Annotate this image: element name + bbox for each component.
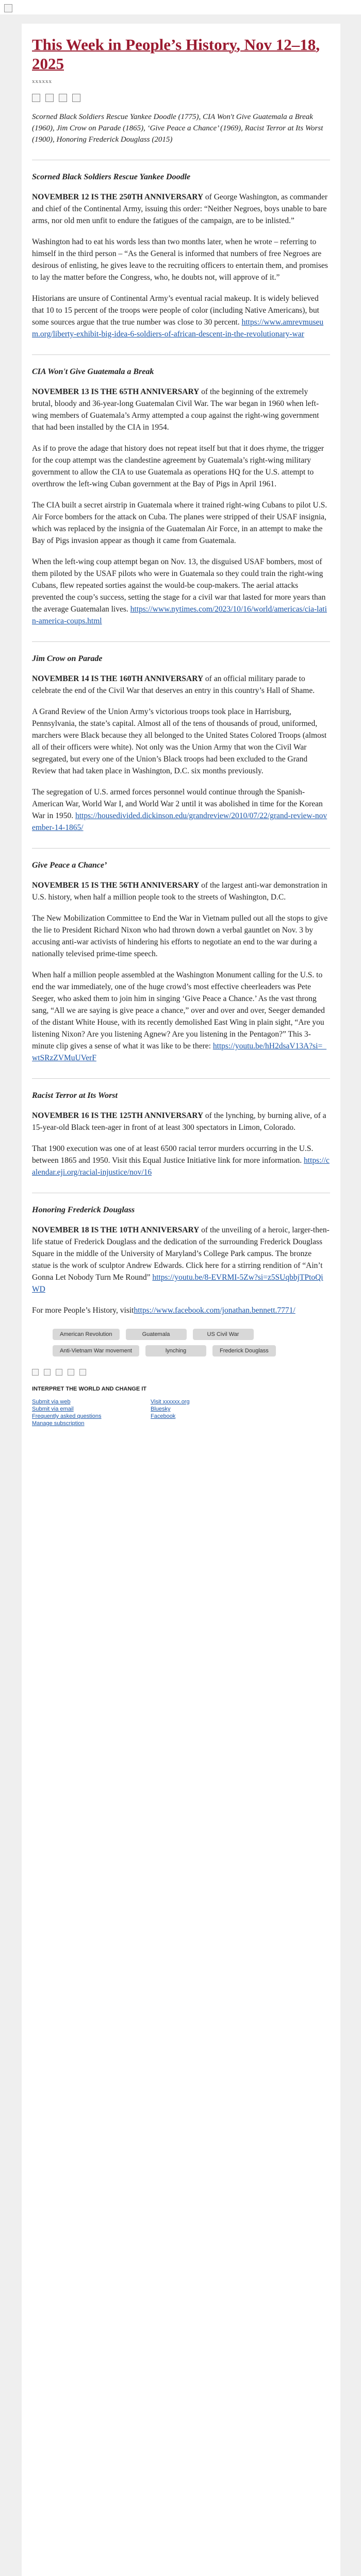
article-section	[32, 366, 330, 627]
paragraph: NOVEMBER 12 IS THE 250TH ANNIVERSARY of George Washington, as commander and chief of the Continental Army, issuing this order: “Neither Negroes, boys unable to bare arms, nor old men unfit to endure the fatigues of the campaign, are to be inlisted.”	[32, 193, 328, 225]
source-link[interactable]: https://housedivided.dickinson.edu/grandreview/2010/07/22/grand-review-november-14-1865/	[32, 811, 327, 832]
facebook-link[interactable]: https://www.facebook.com/jonathan.bennett.7771/	[134, 1306, 296, 1315]
paragraph: NOVEMBER 13 IS THE 65TH ANNIVERSARY of the beginning of the extremely brutal, bloody and 36-year-long Guatemalan Civil War. The war began in 1960 when left-wing members of Guatemala’s Army attempted a coup against the right-wing government that had been installed by the CIA in 1954.	[32, 387, 319, 432]
submit-web-link[interactable]: Submit via web	[32, 1399, 71, 1405]
interpret-heading: INTERPRET THE WORLD AND CHANGE IT	[32, 1386, 147, 1392]
footer-links-left	[32, 1398, 151, 1427]
anniversary-label: NOVEMBER 12 IS THE 250TH ANNIVERSARY	[32, 193, 204, 201]
paragraph: NOVEMBER 18 IS THE 10TH ANNIVERSARY of the unveiling of a heroic, larger-then-life statue of Frederick Douglass and the dedication of the surrounding Frederick Douglass Square in the middle of the University of Maryland’s College Park campus. The bronze statue is the work of sculptor Andrew Edwards. Click here for a stirring rendition of “Ain’t Gonna Let Nobody Turn Me Round” https://youtu.be/8-EVRMI-5Zw?si=z5SUqbbjTPtoQiWD	[32, 1226, 330, 1294]
email-background	[0, 14, 361, 2576]
paragraph: Historians are unsure of Continental Army’s eventual racial makeup. It is widely believed that 10 to 15 percent of the troops were people of color (including Native Americans), but some sources argue that the true number was close to 30 percent. https://www.amrevmuseum.org/liberty-exhibit-big-idea-6-soldiers-of-african-descent-in-the-revolutionary-war	[32, 294, 324, 338]
tag[interactable]: lynching	[145, 1345, 206, 1357]
newsletter-card	[22, 24, 340, 2576]
intro-summary: Scorned Black Soldiers Rescue Yankee Doodle (1775), CIA Won't Give Guatemala a Break (1960), Jim Crow on Parade (1865), ‘Give Peace a Chance’ (1969), Racist Terror at Its Worst (1900), Honoring Frederick Douglass (2015)	[32, 113, 323, 144]
divider	[32, 848, 330, 849]
facebook-footer-link[interactable]: Facebook	[151, 1413, 176, 1419]
bluesky-link[interactable]: Bluesky	[151, 1406, 171, 1412]
article-section	[32, 172, 330, 340]
article-section	[32, 653, 330, 834]
anniversary-label: NOVEMBER 18 IS THE 10TH ANNIVERSARY	[32, 1226, 200, 1234]
paragraph: When half a million people assembled at the Washington Monument calling for the U.S. to end the war immediately, one of the huge crowd’s most effective cheerleaders was Pete Seeger, who asked them to join him in singing ‘Give Peace a Chance.’ As the vast throng sang, “All we are saying is give peace a chance,” over and over and over, Seeger demanded of the distant White House, with its recently demolished East Wing in plain sight, “Are you listening Nixon? Are you listening Agnew? Are you listening in the Pentagon?” This 3-minute clip gives a sense of what it was like to be there: https://youtu.be/hH2dsaV13A?si=_wtSRzZVMuUVerF	[32, 971, 326, 1062]
source-link[interactable]: https://youtu.be/8-EVRMI-5Zw?si=z5SUqbbjTPtoQiWD	[32, 1273, 323, 1294]
source-link[interactable]: https://www.nytimes.com/2023/10/16/world/americas/cia-latin-america-coups.html	[32, 605, 327, 625]
paragraph: That 1900 execution was one of at least 6500 racial terror murders occurring in the U.S. between 1865 and 1950. Visit this Equal Justice Initiative link for more information. https://calendar.eji.org/racial-injustice/nov/16	[32, 1144, 330, 1177]
article-section	[32, 1090, 330, 1178]
paragraph: The New Mobilization Committee to End the War in Vietnam pulled out all the stops to give the lie to President Richard Nixon who had thrown down a verbal gauntlet on Nov. 3 by accusing anti-war activists of hindering his efforts to negotiate an end to the war during a nationally televised prime-time speech.	[32, 914, 328, 958]
paragraph: A Grand Review of the Union Army’s victorious troops took place in Harrisburg, Pennsylvania, the state’s capital. Almost all of the tens of thousands of proud, uniformed, marchers were Black because they all belonged to the United States Colored Troops (almost all of their officers were white). Not only was the Union Army that won the Civil War segregated, but every one of the Union’s Black troops had been excluded to the Grand Review that had taken place in Washington, D.C. six months previously.	[32, 707, 327, 775]
tag[interactable]: Anti-Vietnam War movement	[53, 1345, 139, 1357]
placeholder-text: xxxxxx	[32, 78, 52, 84]
divider	[32, 1078, 330, 1079]
anniversary-label: NOVEMBER 14 IS THE 160TH ANNIVERSARY	[32, 674, 204, 683]
tag-list	[32, 1326, 330, 1357]
image-placeholder-icon[interactable]	[72, 94, 80, 102]
divider	[32, 641, 330, 642]
source-link[interactable]: https://www.amrevmuseum.org/liberty-exhibit-big-idea-6-soldiers-of-african-descent-in-the-revolutionary-war	[32, 318, 324, 338]
paragraph: The CIA built a secret airstrip in Guatemala where it trained right-wing Cubans to pilot U.S. Air Force bombers for the attack on Cuba. The planes were stripped of their USAF insignia, which was replaced by the insignia of the Guatemalan Air Force, in an attempt to make the Bay of Pigs invasion appear as though it came from Guatemala.	[32, 501, 327, 545]
paragraph: As if to prove the adage that history does not repeat itself but that it does rhyme, the trigger for the coup attempt was the clandestine agreement by Guatemala’s right-wing military government to allow the CIA to use Guatemala as operations HQ for the U.S. attempt to overthrow the left-wing Cuban government at the Bay of Pigs in April 1961.	[32, 444, 324, 488]
footer-link-columns	[32, 1398, 330, 1427]
tag[interactable]: Guatemala	[126, 1329, 187, 1340]
page-title[interactable]: This Week in People’s History, Nov 12–18, 2025	[32, 36, 320, 73]
faq-link[interactable]: Frequently asked questions	[32, 1413, 102, 1419]
divider	[32, 354, 330, 355]
social-icon-row	[32, 1369, 330, 1376]
source-link[interactable]: https://calendar.eji.org/racial-injustice/nov/16	[32, 1156, 330, 1177]
footer-links-right	[151, 1398, 269, 1427]
social-icon[interactable]	[44, 1369, 51, 1376]
paragraph: For more People’s History, visithttps://www.facebook.com/jonathan.bennett.7771/	[32, 1306, 296, 1315]
section-title: Honoring Frederick Douglass	[32, 1206, 135, 1214]
paragraph: NOVEMBER 14 IS THE 160TH ANNIVERSARY of an official military parade to celebrate the end of the Civil War that deserves an entry in this country’s Hall of Shame.	[32, 674, 315, 695]
image-placeholder-icon[interactable]	[45, 94, 54, 102]
social-icon[interactable]	[56, 1369, 62, 1376]
image-placeholder-icon[interactable]	[32, 94, 40, 102]
paragraph: NOVEMBER 15 IS THE 56TH ANNIVERSARY of the largest anti-war demonstration in U.S. history, when half a million people took to the streets of Washington, D.C.	[32, 881, 327, 902]
section-title: CIA Won't Give Guatemala a Break	[32, 367, 154, 376]
source-link[interactable]: https://youtu.be/hH2dsaV13A?si=_wtSRzZVMuUVerF	[32, 1042, 326, 1062]
section-title: Jim Crow on Parade	[32, 654, 103, 663]
anniversary-label: NOVEMBER 13 IS THE 65TH ANNIVERSARY	[32, 387, 200, 396]
paragraph: When the left-wing coup attempt began on Nov. 13, the disguised USAF bombers, most of them piloted by the USAF pilots who were in Guatemala so they could train the right-wing Cubans, flew repeated sorties against the would-be coup-makers. The aerial attacks prevented the coup’s success, setting the stage for a civil war that lasted for more years than the average Guatemalan lives. https://www.nytimes.com/2023/10/16/world/americas/cia-latin-america-coups.html	[32, 557, 327, 625]
section-title: Racist Terror at Its Worst	[32, 1091, 118, 1100]
tag[interactable]: US Civil War	[193, 1329, 254, 1340]
social-icon[interactable]	[79, 1369, 86, 1376]
section-title: Give Peace a Chance’	[32, 861, 107, 870]
submit-email-link[interactable]: Submit via email	[32, 1406, 74, 1412]
visit-site-link[interactable]: Visit xxxxxx.org	[151, 1399, 190, 1405]
manage-subscription-link[interactable]: Manage subscription	[32, 1420, 85, 1427]
paragraph: NOVEMBER 16 IS THE 125TH ANNIVERSARY of the lynching, by burning alive, of a 15-year-old Black teen-ager in front of at least 300 spectators in Limon, Colorado.	[32, 1111, 326, 1132]
broken-image-icon	[4, 4, 12, 12]
article-section	[32, 860, 330, 1064]
thumbnail-row	[32, 94, 330, 102]
tag[interactable]: Frederick Douglass	[212, 1345, 276, 1357]
social-icon[interactable]	[68, 1369, 74, 1376]
paragraph: Washington had to eat his words less than two months later, when he wrote – referring to himself in the third person – “As the General is informed that numbers of free Negroes are desirous of enlisting, he gives leave to the recruiting officers to entertain them, and promises to lay the matter before the Congress, who, he doubts not, will approve of it.”	[32, 238, 328, 282]
paragraph: The segregation of U.S. armed forces personnel would continue through the Spanish-American War, World War I, and World War 2 until it was abolished in time for the Korean War in 1950. https://housedivided.dickinson.edu/grandreview/2010/07/22/grand-review-november-14-1865/	[32, 788, 327, 832]
anniversary-label: NOVEMBER 15 IS THE 56TH ANNIVERSARY	[32, 881, 200, 890]
tag[interactable]: American Revolution	[53, 1329, 120, 1340]
social-icon[interactable]	[32, 1369, 39, 1376]
image-placeholder-icon[interactable]	[59, 94, 67, 102]
anniversary-label: NOVEMBER 16 IS THE 125TH ANNIVERSARY	[32, 1111, 204, 1120]
section-title: Scorned Black Soldiers Rescue Yankee Doodle	[32, 173, 191, 181]
article-section	[32, 1205, 330, 1316]
